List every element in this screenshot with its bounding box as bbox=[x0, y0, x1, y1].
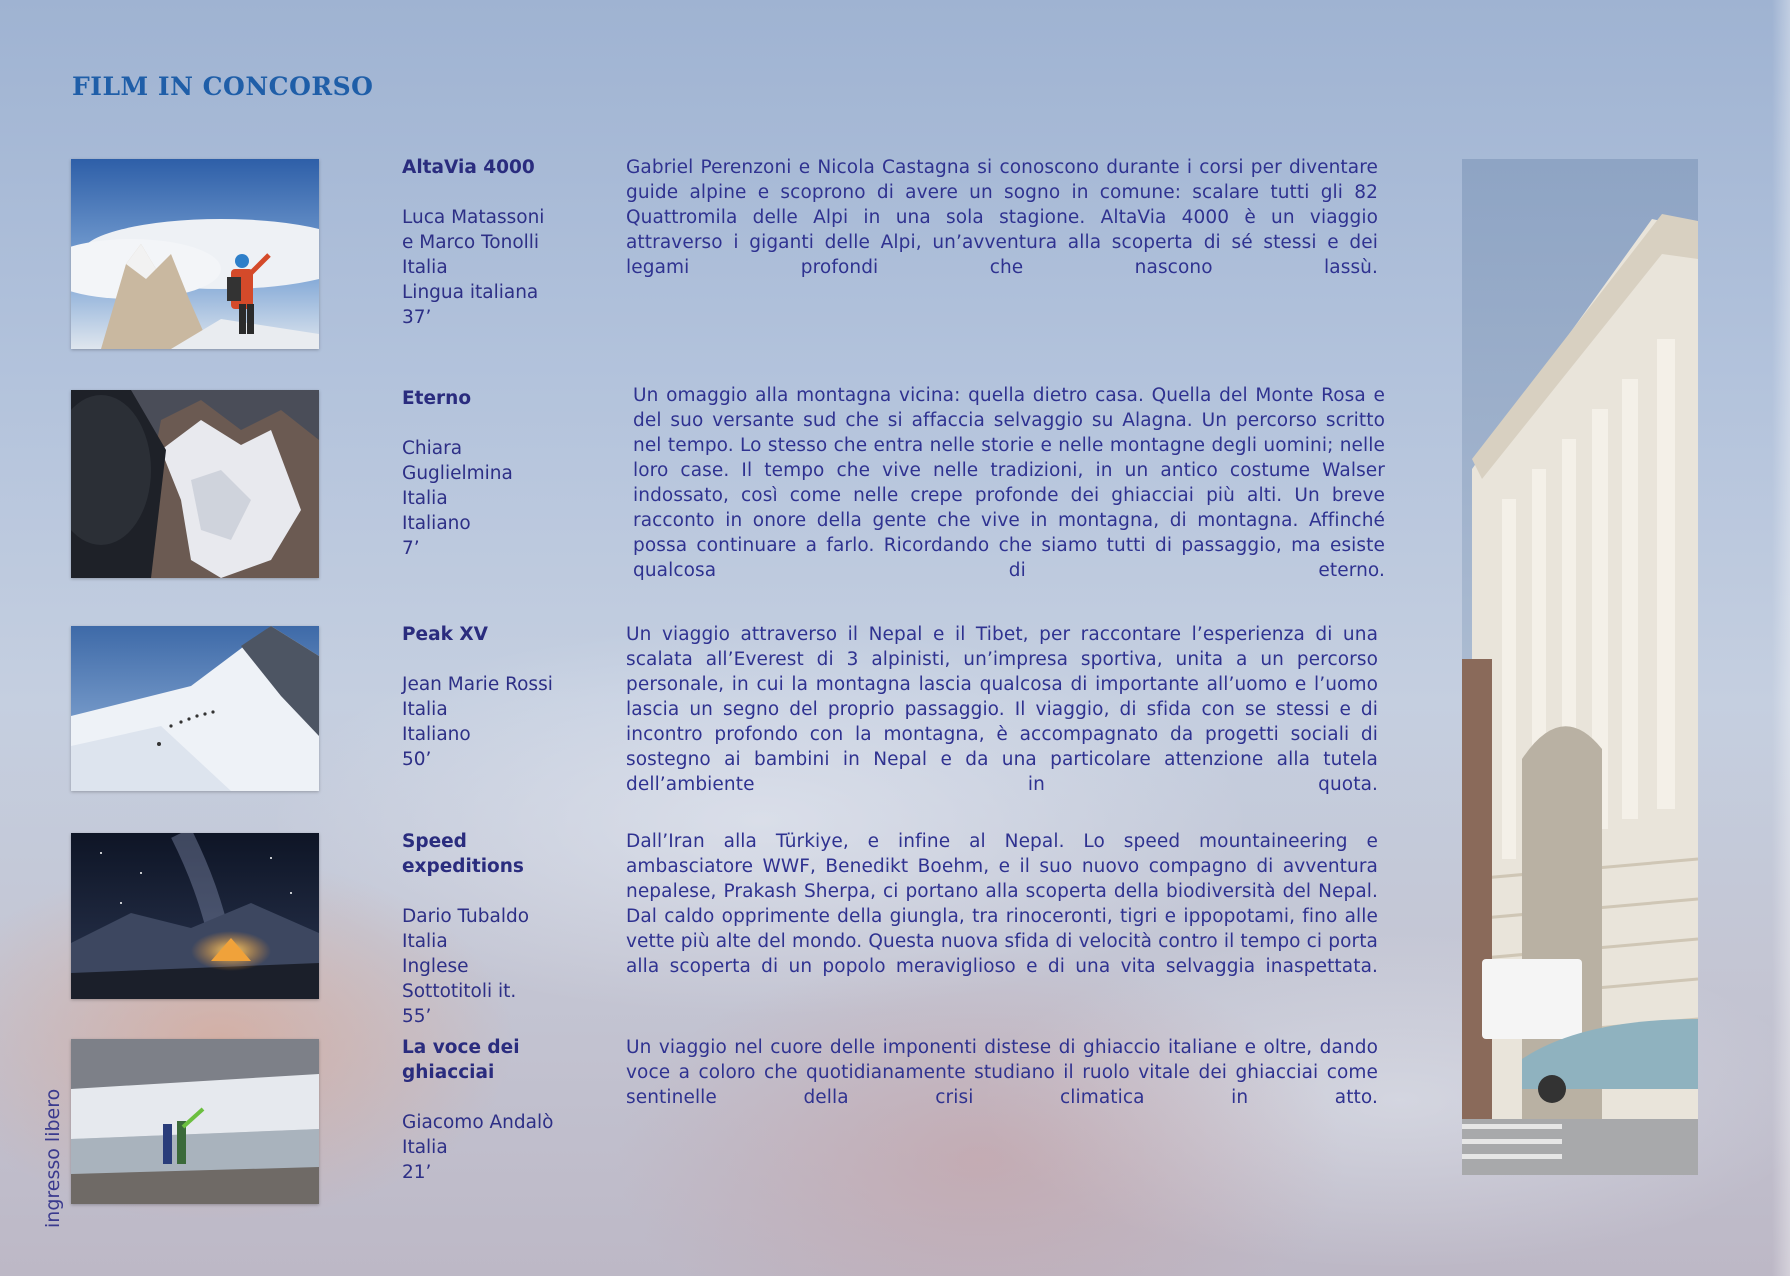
film-duration: 21’ bbox=[402, 1162, 432, 1183]
film-country: Italia bbox=[402, 931, 448, 952]
film-image-eterno bbox=[71, 390, 319, 578]
film-meta bbox=[402, 1035, 602, 1185]
film-description: Un viaggio attraverso il Nepal e il Tibet, per raccontare l’esperienza di una scalata all’Everest di 3 alpinisti, un’impresa sportiva, unita a un percorso personale, in cui la montagna lascia qualcosa di importante all’uomo e l’uomo lascia un segno del proprio passaggio. Il viaggio, di sfida con se stessi e di incontro profondo con la montagna, è accompagnato da progetti sociali di sostegno ai bambini in Nepal e da una particolare attenzione alla tutela dell’ambiente in quota. bbox=[626, 624, 1378, 795]
film-title: Peak XV bbox=[402, 624, 488, 645]
film-image-peak-xv bbox=[71, 626, 319, 791]
film-title: Speed expeditions bbox=[402, 831, 524, 877]
film-meta bbox=[402, 386, 602, 561]
film-country: Italia bbox=[402, 699, 448, 720]
film-director: Luca Matassoni bbox=[402, 207, 545, 228]
film-director: Giacomo Andalò bbox=[402, 1112, 554, 1133]
film-country: Italia bbox=[402, 488, 448, 509]
film-director: Jean Marie Rossi bbox=[402, 674, 553, 695]
film-director: Guglielmina bbox=[402, 463, 513, 484]
film-subtitles: Sottotitoli it. bbox=[402, 981, 517, 1002]
film-title: AltaVia 4000 bbox=[402, 157, 535, 178]
film-description: Gabriel Perenzoni e Nicola Castagna si conoscono durante i corsi per diventare guide alpine e scoprono di avere un sogno in comune: scalare tutti gli 82 Quattromila delle Alpi in una sola stagione. AltaVia 4000 è un viaggio attraverso i giganti delle Alpi, un’avventura alla scoperta di sé stessi e dei legami profondi che nascono lassù. bbox=[626, 157, 1378, 278]
page-edge bbox=[1772, 0, 1790, 1276]
film-duration: 37’ bbox=[402, 307, 432, 328]
film-director: Dario Tubaldo bbox=[402, 906, 530, 927]
film-language: Inglese bbox=[402, 956, 469, 977]
page-title: FILM IN CONCORSO bbox=[72, 72, 374, 101]
film-duration: 7’ bbox=[402, 538, 420, 559]
film-meta bbox=[402, 829, 602, 1029]
film-image-altavia bbox=[71, 159, 319, 349]
film-country: Italia bbox=[402, 1137, 448, 1158]
film-image-speed-expeditions bbox=[71, 833, 319, 999]
film-duration: 50’ bbox=[402, 749, 432, 770]
film-meta bbox=[402, 622, 602, 772]
film-director: Chiara bbox=[402, 438, 463, 459]
film-country: Italia bbox=[402, 257, 448, 278]
side-photo-building bbox=[1462, 159, 1698, 1175]
film-duration: 55’ bbox=[402, 1006, 432, 1027]
film-meta bbox=[402, 155, 602, 330]
film-description: Dall’Iran alla Türkiye, e infine al Nepal. Lo speed mountaineering e ambasciatore WWF, Benedikt Boehm, e il suo nuovo compagno di avventura nepalese, Prakash Sherpa, ci portano alla scoperta della biodiversità del Nepal. Dal caldo opprimente della giungla, tra rinoceronti, tigri e ippopotami, fino alle vette più alte del mondo. Questa nuova sfida di velocità contro il tempo ci porta alla scoperta di un popolo meraviglioso e di una vita selvaggia inaspettata. bbox=[626, 831, 1378, 977]
side-label-free-entry: ingresso libero bbox=[42, 1088, 64, 1228]
film-description: Un omaggio alla montagna vicina: quella dietro casa. Quella del Monte Rosa e del suo versante sud che si affaccia selvaggio su Alagna. Un percorso scritto nel tempo. Lo stesso che entra nelle storie e nelle montagne degli uomini; nelle loro case. Il tempo che vive nelle tradizioni, in un antico costume Walser indossato, così come nelle crepe profonde dei ghiacciai più alti. Un breve racconto in onore della gente che vive in montagna, di montagna. Affinché possa continuare a farlo. Ricordando che siamo tutti di passaggio, ma esiste qualcosa di eterno. bbox=[633, 385, 1385, 581]
film-language: Italiano bbox=[402, 724, 471, 745]
film-image-la-voce-dei-ghiacciai bbox=[71, 1039, 319, 1204]
film-language: Italiano bbox=[402, 513, 471, 534]
film-title: Eterno bbox=[402, 388, 472, 409]
film-language: Lingua italiana bbox=[402, 282, 539, 303]
film-director: e Marco Tonolli bbox=[402, 232, 540, 253]
film-title: La voce dei ghiacciai bbox=[402, 1037, 520, 1083]
film-description: Un viaggio nel cuore delle imponenti distese di ghiaccio italiane e oltre, dando voce a coloro che quotidianamente studiano il ruolo vitale dei ghiacciai come sentinelle della crisi climatica in atto. bbox=[626, 1037, 1378, 1108]
